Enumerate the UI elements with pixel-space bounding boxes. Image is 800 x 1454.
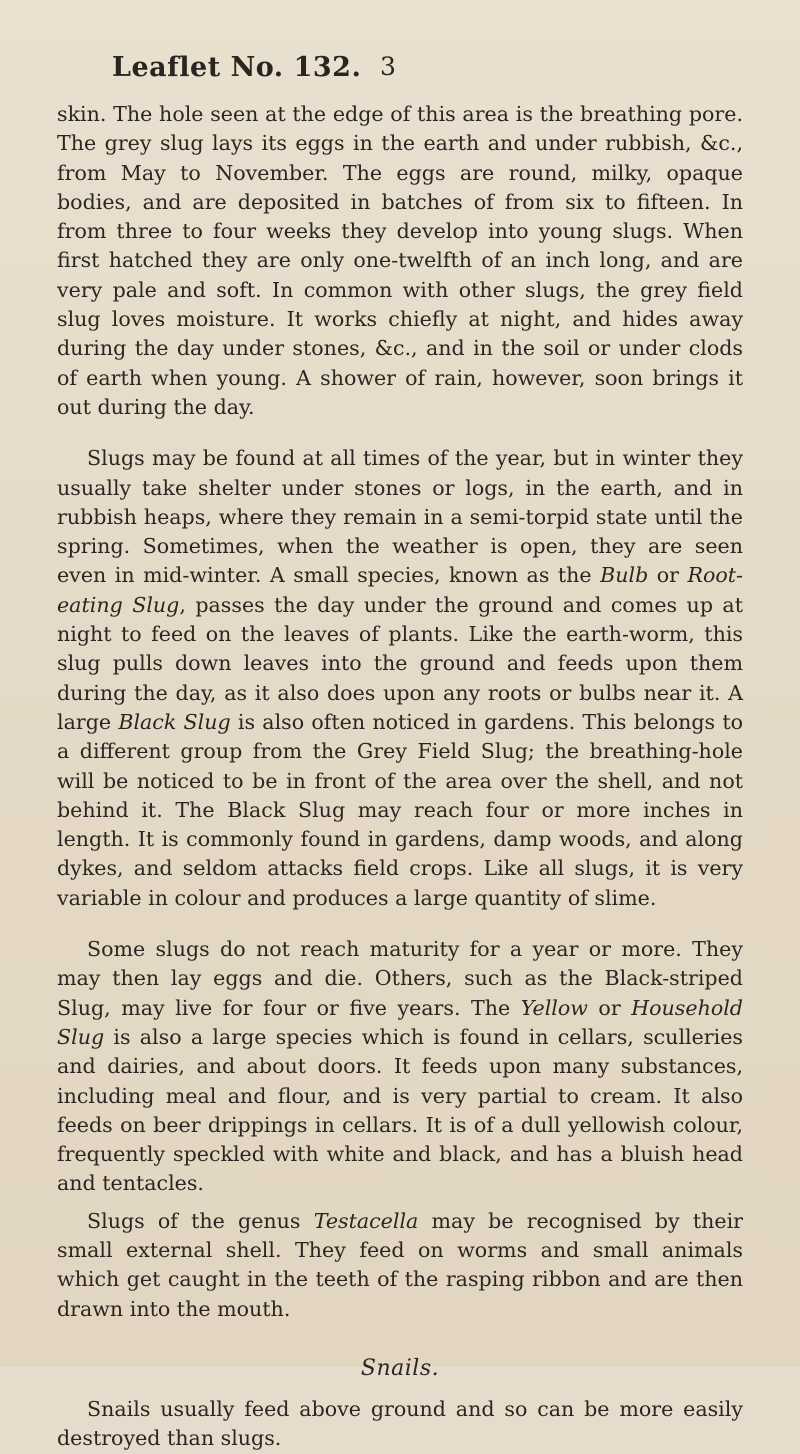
paragraph-4-italic-testacella: Testacella xyxy=(313,1208,419,1233)
section-heading-snails: Snails. xyxy=(360,1355,440,1381)
paragraph-2-text-g: is also often noticed in gardens. This belongs to a different group from the Grey Field Slug; the breathing-hole will be noticed to be in front of the area over the shell, and not behind it. The Black Slug may reach four or more inches in length. It is commonly found in gardens, damp woods, and along dykes, and seldom attacks field crops. Like all slugs, it is very variable in colour and produces a large quantity of slime. xyxy=(57,709,744,910)
paragraph-3-italic-yellow: Yellow xyxy=(520,995,588,1020)
paragraph-2-italic-root-eating-slug: Root-eating Slug xyxy=(57,563,743,617)
paragraph-2-text-a: Slugs may be found at all times of the year, but in winter they usually take shelter under stones or logs, in the earth, and in rubbish heaps, where they remain in a semi-torpid state until the spring. Sometimes, when the weather is open, they are seen even in mid-winter. A small species, known as the xyxy=(57,446,743,588)
paragraph-5: Snails usually feed above ground and so can be more easily destroyed than slugs. xyxy=(57,1397,743,1451)
paragraph-1: skin. The hole seen at the edge of this area is the breathing pore. The grey slug lays its eggs in the earth and under rubbish, &c., from May to November. The eggs are round, milky, opaque bodies, and are deposited in batches of from six to fifteen. In from three to four weeks they develop into young slugs. When first hatched they are only one-twelfth of an inch long, and are very pale and soft. In common with other slugs, the grey field slug loves moisture. It works chiefly at night, and hides away during the day under stones, &c., and in the soil or under clods of earth when young. A shower of rain, however, soon brings it out during the day. xyxy=(57,102,743,419)
paragraph-4-text-a: Slugs of the genus xyxy=(87,1208,314,1233)
paragraph-4 xyxy=(57,1207,743,1324)
paragraph-2-italic-black-slug: Black Slug xyxy=(118,709,231,734)
paragraph-2-text-c: or xyxy=(648,563,688,588)
paragraph-3-text-c: or xyxy=(587,995,632,1020)
paragraph-3 xyxy=(57,935,743,1199)
body-text xyxy=(57,100,743,1454)
leaflet-title: Leaflet No. 132. xyxy=(112,52,362,83)
paragraph-4-text-c: may be recognised by their small external shell. They feed on worms and small animals which get caught in the teeth of the rasping ribbon and are then drawn into the mouth. xyxy=(57,1208,744,1321)
page-number: 3 xyxy=(380,52,396,81)
paragraph-3-text-a: Some slugs do not reach maturity for a year or more. They may then lay eggs and die. Others, such as the Black-striped Slug, may live for four or five years. The xyxy=(57,937,743,1020)
paragraph-2-italic-bulb: Bulb xyxy=(600,563,649,588)
paragraph-2-text-e: , passes the day under the ground and comes up at night to feed on the leaves of plants. Like the earth-worm, this slug pulls down leaves into the ground and feeds upon them during the day, as it also does upon any roots or bulbs near it. A large xyxy=(57,592,743,734)
paragraph-2 xyxy=(57,444,743,913)
paragraph-3-italic-household-slug: Household Slug xyxy=(57,995,743,1049)
page-header xyxy=(112,52,712,92)
paragraph-3-text-e: is also a large species which is found in cellars, sculleries and dairies, and about doors. It feeds upon many substances, including meal and flour, and is very partial to cream. It also feeds on beer drippings in cellars. It is of a dull yellowish colour, frequently speckled with white and black, and has a bluish head and tentacles. xyxy=(57,1024,743,1196)
